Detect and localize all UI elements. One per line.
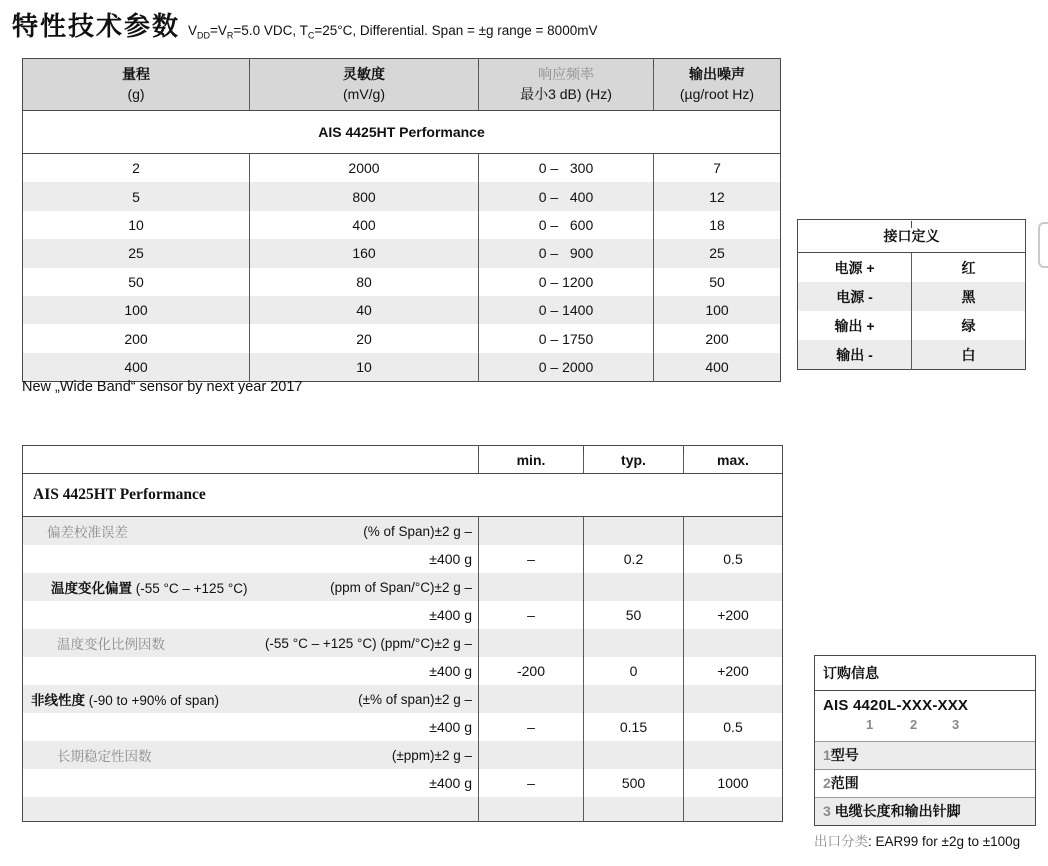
column-tick (653, 60, 654, 67)
interface-cell: 输出 + (834, 317, 875, 334)
spec-empty-cell (684, 685, 783, 713)
table-cell: 160 (250, 239, 479, 267)
condition-text: =25°C, Differential. Span = ±g range = 8000mV (314, 23, 598, 38)
table-cell: 40 (250, 296, 479, 324)
spec-header-typ: typ. (584, 446, 684, 474)
table-cell: 400 (250, 211, 479, 239)
interface-table-title: 接口定义 (798, 220, 1026, 253)
table-cell: 0 – 2000 (479, 353, 654, 382)
page-header (12, 6, 597, 43)
table-cell: 80 (250, 268, 479, 296)
spec-parameter-cell: 温度变化偏置 (-55 °C – +125 °C) (ppm of Span/°C)±2 g – (51, 579, 472, 596)
table-row (23, 182, 781, 210)
spec-values-row (23, 769, 783, 797)
subscript-text: C (307, 30, 315, 41)
table-cell: 0 – 400 (479, 182, 654, 210)
table-cell: 25 (128, 245, 144, 262)
spec-min-value: -200 (479, 657, 584, 685)
table-cell: 200 (124, 330, 148, 347)
table-cell: 18 (654, 211, 781, 239)
table-cell: 12 (654, 182, 781, 210)
spec-min-value: – (479, 769, 584, 797)
interface-cell: 输出 - (836, 346, 873, 363)
export-note-label: 出口分类 (814, 834, 868, 849)
column-tick (478, 447, 479, 454)
page-title: 特性技术参数 (12, 11, 181, 41)
ordering-row-label: 电缆长度和输出针脚 (830, 803, 961, 819)
spec-empty-cell (479, 629, 584, 657)
interface-cell: 黑 (912, 282, 1026, 311)
export-note (814, 830, 1020, 850)
spec-max-value: +200 (684, 657, 783, 685)
column-header: 响应频率 最小3 dB) (Hz) (479, 59, 654, 111)
interface-row (798, 340, 1026, 370)
spec-label-row (23, 517, 783, 546)
test-conditions (188, 23, 597, 41)
column-tick (249, 60, 250, 67)
ordering-row-number: 3 (823, 803, 831, 819)
subscript-text: R (226, 30, 234, 41)
table-cell: 2000 (250, 153, 479, 182)
column-tick (583, 447, 584, 454)
spec-range-cell: ±400 g (429, 551, 472, 567)
condition-text: V (188, 23, 198, 38)
spec-empty-cell (584, 629, 684, 657)
ordering-table (814, 655, 1036, 826)
table-row (23, 324, 781, 352)
ordering-row-number: 2 (823, 775, 831, 791)
part-digit: 2 (910, 717, 918, 732)
spec-parameter-cell: 偏差校准误差 (% of Span)±2 g – (47, 523, 472, 540)
ordering-table-title: 订购信息 (815, 656, 1035, 691)
spec-table (22, 445, 783, 822)
interface-cell: 白 (912, 340, 1026, 370)
table-row (23, 268, 781, 296)
spec-empty-cell (479, 741, 584, 769)
spec-parameter-cell: 长期稳定性因数 (±ppm)±2 g – (57, 747, 472, 764)
spec-empty-cell (584, 797, 684, 822)
table-cell: 0 – 600 (479, 211, 654, 239)
table-row (23, 153, 781, 182)
table-cell: 0 – 1200 (479, 268, 654, 296)
spec-empty-cell (584, 685, 684, 713)
spec-typ-value: 500 (584, 769, 684, 797)
spec-typ-value: 50 (584, 601, 684, 629)
spec-min-value: – (479, 545, 584, 573)
interface-table (797, 219, 1026, 370)
spec-empty-cell (684, 741, 783, 769)
spec-range-cell: ±400 g (429, 719, 472, 735)
part-number: AIS 4420L-XXX-XXX (823, 697, 969, 714)
interface-table-wrap (797, 219, 1025, 370)
spec-parameter-cell: 非线性度 (-90 to +90% of span) (±% of span)±2 g – (31, 691, 472, 708)
spec-max-value: 1000 (684, 769, 783, 797)
interface-cell: 红 (912, 253, 1026, 283)
interface-cell: 电源 - (836, 288, 873, 305)
spec-parameter-cell: 温度变化比例因数 (-55 °C – +125 °C) (ppm/°C)±2 g – (57, 635, 472, 652)
interface-cell: 电源 + (834, 259, 875, 276)
interface-row (798, 311, 1026, 340)
part-digit: 1 (866, 717, 874, 732)
column-header: 灵敏度 (mV/g) (250, 59, 479, 111)
ordering-row-number: 1 (823, 747, 831, 763)
table-row (23, 239, 781, 267)
spec-max-value: 0.5 (684, 713, 783, 741)
table-cell: 10 (250, 353, 479, 382)
export-note-value: : EAR99 for ±2g to ±100g (868, 834, 1021, 849)
note-text: New „Wide Band“ sensor by next year 2017 (22, 379, 303, 395)
table-cell: 50 (128, 273, 144, 290)
spec-table-title-row (23, 474, 783, 517)
subscript-text: DD (197, 30, 211, 41)
spec-empty-cell (479, 573, 584, 601)
spec-empty-cell (23, 797, 479, 822)
spec-empty-row (23, 797, 783, 822)
ordering-row (815, 797, 1035, 825)
condition-text: =5.0 VDC, T (233, 23, 308, 38)
table-cell: 100 (124, 302, 148, 319)
spec-range-cell: ±400 g (429, 663, 472, 679)
spec-typ-value: 0 (584, 657, 684, 685)
interface-cell: 绿 (912, 311, 1026, 340)
ordering-row-label: 范围 (830, 775, 859, 791)
spec-label-row (23, 685, 783, 713)
condition-text: =V (210, 23, 227, 38)
spec-max-value: +200 (684, 601, 783, 629)
table-cell: 20 (250, 324, 479, 352)
spec-values-row (23, 601, 783, 629)
performance-table-title: AIS 4425HT Performance (23, 110, 781, 153)
table-row (23, 211, 781, 239)
spec-empty-cell (479, 517, 584, 546)
table-cell: 25 (654, 239, 781, 267)
table-cell: 0 – 1750 (479, 324, 654, 352)
interface-row (798, 253, 1026, 283)
spec-values-row (23, 657, 783, 685)
table-row (23, 296, 781, 324)
spec-min-value: – (479, 601, 584, 629)
spec-empty-cell (684, 573, 783, 601)
spec-table-title: AIS 4425HT Performance (23, 474, 783, 517)
table-cell: 50 (654, 268, 781, 296)
part-digit: 3 (952, 717, 960, 732)
spec-header-max: max. (684, 446, 783, 474)
spec-range-cell: ±400 g (429, 607, 472, 623)
ordering-row-label: 型号 (830, 747, 859, 763)
spec-empty-cell (584, 517, 684, 546)
spec-values-row (23, 545, 783, 573)
spec-label-row (23, 629, 783, 657)
table-row (23, 353, 781, 382)
column-header: 输出噪声 (µg/root Hz) (654, 59, 781, 111)
ordering-table-wrap (814, 655, 1036, 826)
spec-min-value: – (479, 713, 584, 741)
table-cell: 400 (654, 353, 781, 382)
performance-table-wrap (22, 58, 780, 382)
ordering-row (815, 741, 1035, 769)
table-cell: 200 (654, 324, 781, 352)
spec-empty-cell (584, 741, 684, 769)
table-cell: 100 (654, 296, 781, 324)
spec-typ-value: 0.2 (584, 545, 684, 573)
table-cell: 2 (132, 160, 140, 177)
ordering-row (815, 769, 1035, 797)
table-cell: 400 (124, 358, 148, 375)
spec-empty-cell (584, 573, 684, 601)
table-cell: 800 (250, 182, 479, 210)
spec-label-row (23, 573, 783, 601)
column-tick (478, 60, 479, 67)
spec-table-header (23, 446, 783, 474)
table-cell: 0 – 300 (479, 153, 654, 182)
table-cell: 5 (132, 188, 140, 205)
interface-row (798, 282, 1026, 311)
performance-table-title-row (23, 110, 781, 153)
spec-empty-cell (479, 797, 584, 822)
performance-table-header (23, 59, 781, 111)
part-number-row (815, 691, 1035, 741)
scrollbar-fragment (1038, 222, 1048, 268)
spec-header-min: min. (479, 446, 584, 474)
spec-empty-cell (684, 517, 783, 546)
spec-label-row (23, 741, 783, 769)
spec-range-cell: ±400 g (429, 775, 472, 791)
column-header: 量程 (g) (23, 59, 250, 111)
performance-table (22, 58, 781, 382)
table-cell: 7 (654, 153, 781, 182)
spec-empty-cell (479, 685, 584, 713)
table-cell: 0 – 900 (479, 239, 654, 267)
table-cell: 0 – 1400 (479, 296, 654, 324)
spec-empty-cell (684, 797, 783, 822)
spec-max-value: 0.5 (684, 545, 783, 573)
column-tick (911, 221, 912, 228)
column-tick (683, 447, 684, 454)
spec-typ-value: 0.15 (584, 713, 684, 741)
spec-values-row (23, 713, 783, 741)
table-cell: 10 (128, 216, 144, 233)
spec-header-empty (23, 446, 479, 474)
spec-empty-cell (684, 629, 783, 657)
spec-table-wrap (22, 445, 782, 822)
